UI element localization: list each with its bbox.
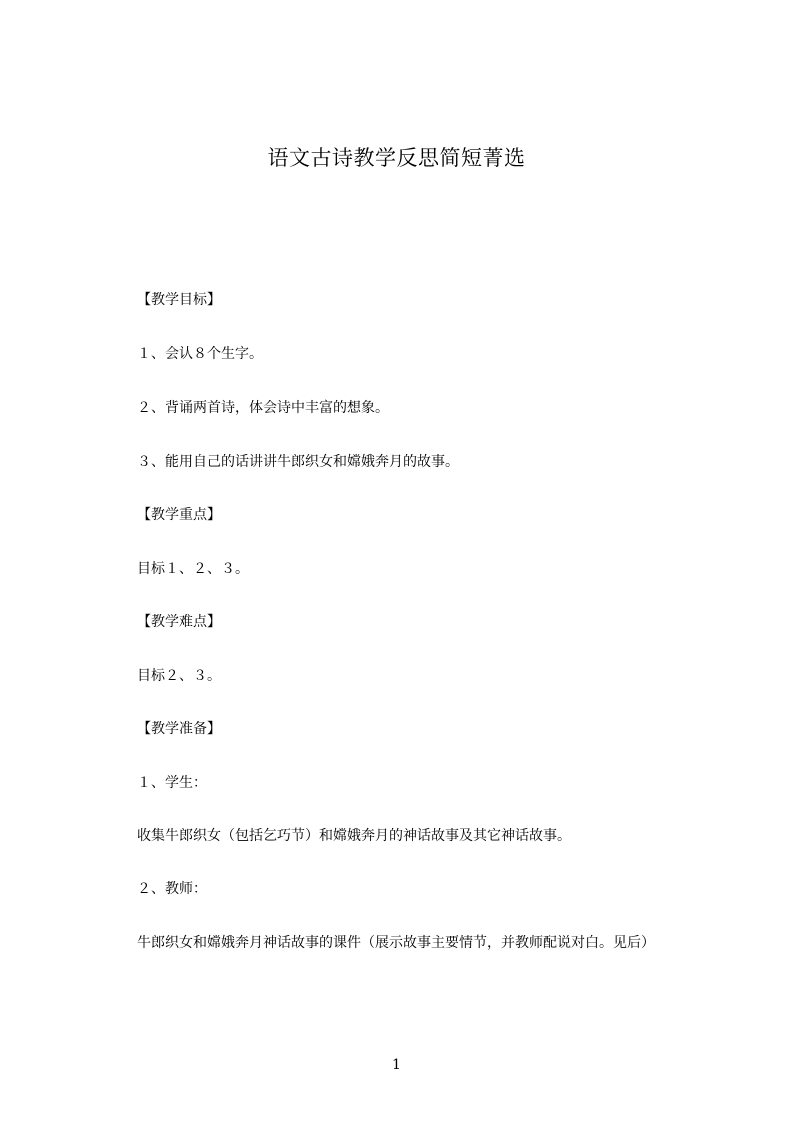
preparation-item-teacher: ２、教师： xyxy=(137,881,207,897)
difficulty-text: 目标２、３。 xyxy=(137,668,221,684)
goal-item-3: ３、能用自己的话讲讲牛郎织女和嫦娥奔月的故事。 xyxy=(137,454,459,470)
document-title: 语文古诗教学反思简短菁选 xyxy=(267,146,526,170)
preparation-students-text: 收集牛郎织女（包括乞巧节）和嫦娥奔月的神话故事及其它神话故事。 xyxy=(137,828,571,844)
preparation-teacher-text: 牛郎织女和嫦娥奔月神话故事的课件（展示故事主要情节，并教师配说对白。见后） xyxy=(137,935,655,951)
heading-teaching-goals: 【教学目标】 xyxy=(137,292,221,308)
heading-teaching-preparation: 【教学准备】 xyxy=(137,721,221,737)
preparation-item-students: １、学生： xyxy=(137,775,207,791)
heading-teaching-difficulty: 【教学难点】 xyxy=(137,614,221,630)
goal-item-1: １、会认８个生字。 xyxy=(137,346,263,362)
goal-item-2: ２、背诵两首诗，体会诗中丰富的想象。 xyxy=(137,400,389,416)
page-number: 1 xyxy=(392,1057,401,1073)
heading-teaching-focus: 【教学重点】 xyxy=(137,507,221,523)
focus-text: 目标１、２、３。 xyxy=(137,561,249,577)
